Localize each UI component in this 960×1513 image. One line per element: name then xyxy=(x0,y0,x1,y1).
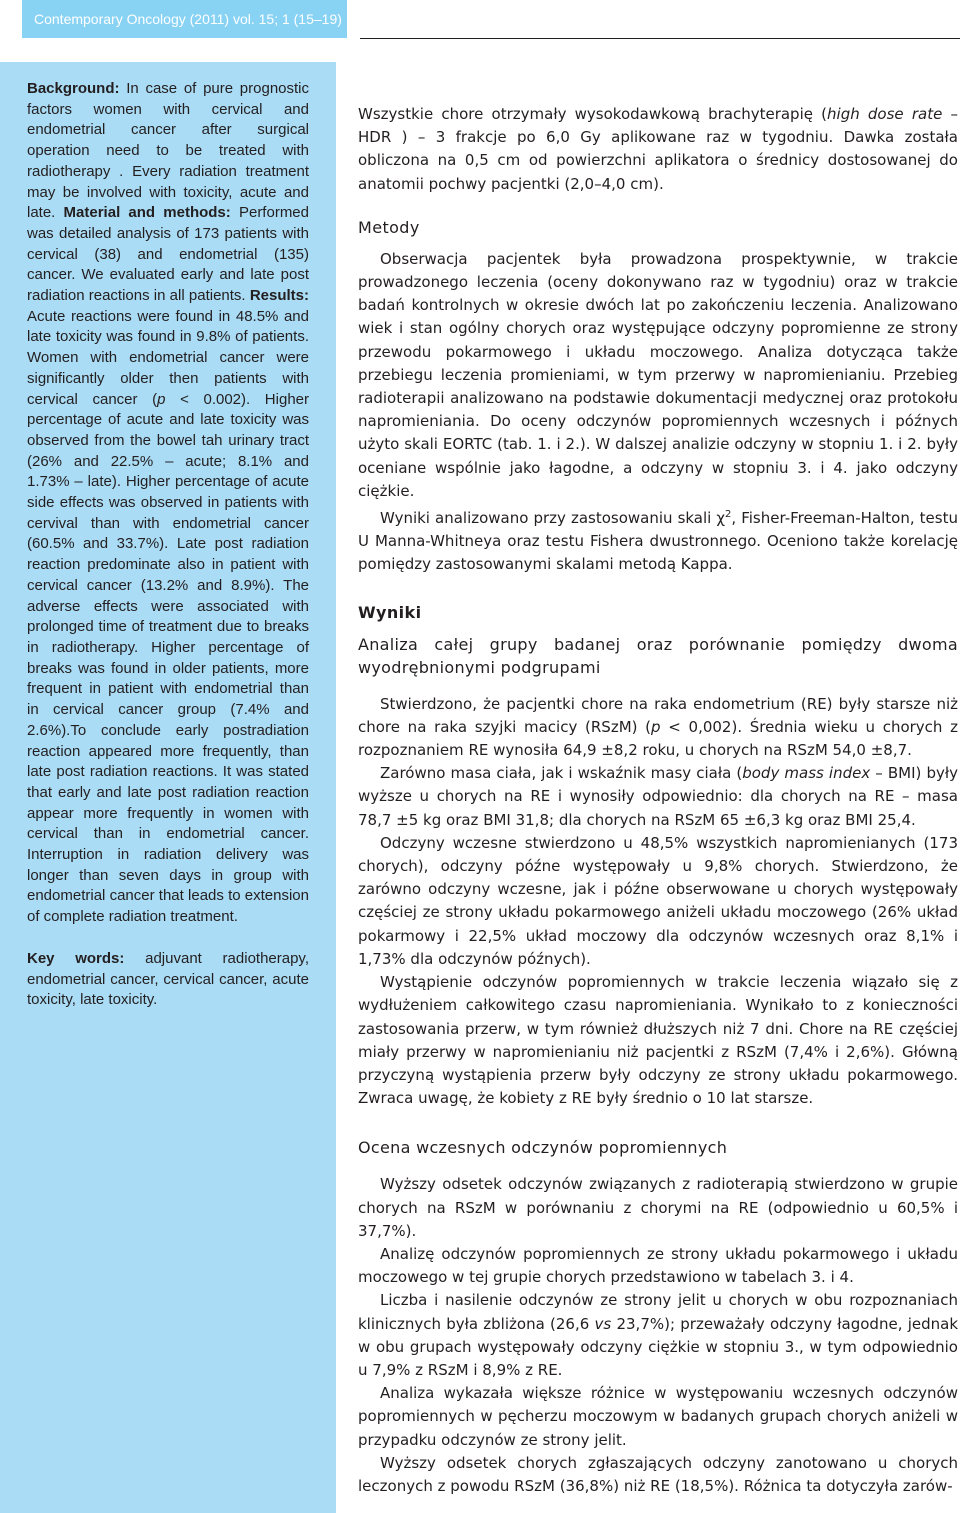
wyniki-paragraph-1 xyxy=(358,693,958,763)
wyniki-p2-text-1: Zarówno masa ciała, jak i wskaźnik masy ciała ( xyxy=(380,764,743,783)
results-p-value-symbol: p xyxy=(157,390,166,408)
wyniki-p-value-symbol: p xyxy=(651,717,661,736)
wyniki-paragraph-4: Wystąpienie odczynów popromiennych w trakcie leczenia wiązało się z wydłużeniem całkowitego czasu napromieniania. Wynikało to z konieczności zastosowania przerw, w tym również dłuższych niż 7 dni. Chore na RE częściej miały przerwy w napromienianiu niż pacjentki z RSzM (7,4% i 2,6%). Główną przyczyną wystąpienia przerw były odczyny ze strony układu pokarmowego. Zwraca uwagę, że kobiety z RE były średnio o 10 lat starsze. xyxy=(358,973,958,1108)
wyniki-p2-text-2: – BMI) były wyższe u chorych na RE i wynosiły odpowiednio: dla chorych na RE – masa 78,7 ±5 kg oraz BMI 31,8; dla chorych na RSzM 65 ±6,3 kg oraz BMI 25,4. xyxy=(358,764,958,829)
header-divider xyxy=(360,38,960,39)
ocena-paragraph-4: Analiza wykazała większe różnice w występowaniu wczesnych odczynów popromiennych w pęcherzu moczowym w badanych grupach chorych aniżeli w przypadku odczynów ze strony jelit. xyxy=(358,1384,958,1449)
wyniki-p1-text-2: < 0,002). Średnia wieku u chorych z rozpoznaniem RE wynosiła 64,9 ±8,2 roku, u chorych na RSzM 54,0 ±8,7. xyxy=(358,717,958,760)
metody-paragraph-2 xyxy=(358,503,958,577)
section-heading-metody: Metody xyxy=(358,217,420,237)
abstract xyxy=(27,79,309,1011)
wyniki-p1-text-1: Stwierdzono, że pacjentki chore na raka endometrium (RE) były starsze niż chore na raka szyjki macicy (RSzM) ( xyxy=(358,694,958,736)
abstract-keywords xyxy=(27,949,309,1011)
subheading-early-reactions: Ocena wczesnych odczynów popromiennych xyxy=(358,1138,728,1158)
ocena-paragraph-2: Analizę odczynów popromiennych ze strony układu pokarmowego i układu moczowego w tej grupie chorych przedstawiono w tabelach 3. i 4. xyxy=(358,1244,958,1287)
ocena-p3-text-2: 23,7%); przeważały odczyny łagodne, jednak w obu grupach występowały odczyny ciężkie w stopniu 3., w tym odpowiednio u 7,9% z RSzM i 8,9% z RE. xyxy=(358,1314,959,1379)
abstract-background xyxy=(27,79,309,928)
methods-label: Material and methods: xyxy=(63,204,231,222)
intro-text-2: – HDR ) – 3 frakcje po 6,0 Gy aplikowane raz w tygodniu. Dawka została obliczona na 0,5 cm od powierzchni aplikatora o średnicy dostosowanej do anatomii pochwy pacjentki (2,0–4,0 cm). xyxy=(358,105,958,193)
ocena-paragraph-3 xyxy=(358,1289,958,1382)
journal-citation: Contemporary Oncology (2011) vol. 15; 1 (15–19) xyxy=(34,11,342,27)
chi-letter: χ xyxy=(716,509,726,528)
subheading-whole-group-analysis: Analiza całej grupy badanej oraz porównanie pomiędzy dwoma wyodrębnionymi podgrupami xyxy=(358,634,958,677)
article-body xyxy=(358,103,958,1498)
journal-header-tab xyxy=(22,0,347,38)
background-text: In case of pure prognostic factors women with cervical and endometrial cancer after surgical operation need to be treated with radiotherapy . Every radiation treatment may be involved with toxicity, acute and late. xyxy=(27,80,309,222)
metody-paragraph-1: Obserwacja pacjentek była prowadzona prospektywnie, w trakcie prowadzonego leczenia (oceny dokonywano raz w tygodniu) oraz w trakcie badań kontrolnych w okresie dwóch lat po zakończeniu leczenia. Analizowano wiek i stan ogólny chorych oraz występujące odczyny popromienne ze strony przewodu pokarmowego i układu moczowego. Analiza dotycząca także przebiegu leczenia promieniami, w tym przerwy w napromienianiu. Przebieg radioterapii analizowano na podstawie dokumentacji medycznej oraz protokołu napromieniania. Do oceny odczynów popromiennych wczesnych i późnych użyto skali EORTC (tab. 1. i 2.). W dalszej analizie odczyny w stopniu 1. i 2. były oceniane wspólnie jako łagodne, a odczyny w stopniu 3. i 4. jako odczyny ciężkie. xyxy=(358,249,958,500)
ocena-paragraph-1: Wyższy odsetek odczynów związanych z radioterapią stwierdzono w grupie chorych na RSzM w porównaniu z chorymi na RE (odpowiednio u 60,5% i 37,7%). xyxy=(358,1175,958,1240)
keywords-text: adjuvant radiotherapy, endometrial cancer, cervical cancer, acute toxicity, late toxicity. xyxy=(27,949,309,1009)
wyniki-paragraph-3: Odczyny wczesne stwierdzono u 48,5% wszystkich napromienianych (173 chorych), odczyny późne występowały u 9,8% chorych. Stwierdzono, że zarówno odczyny wczesne, jak i późne obserwowane u chorych występowały częściej ze strony układu pokarmowego aniżeli układu moczowego (26% układ pokarmowy i 22,5% układ moczowy dla odczynów wczesnych oraz 8,1% i 1,73% dla odczynów późnych). xyxy=(358,833,958,968)
keywords-label: Key words: xyxy=(27,949,125,967)
metody-p2-text-1: Wyniki analizowano przy zastosowaniu skali xyxy=(380,509,717,528)
intro-paragraph xyxy=(358,103,958,196)
intro-text-1: Wszystkie chore otrzymały wysokodawkową brachyterapię ( xyxy=(358,105,828,123)
background-label: Background: xyxy=(27,80,120,97)
section-heading-wyniki: Wyniki xyxy=(358,602,422,622)
results-text-1: Acute reactions were found in 48.5% and late toxicity was found in 9.8% of patients. Women with endometrial cancer were significantly older then patients with cervical cancer ( xyxy=(27,307,309,408)
wyniki-p2-italic: body mass index xyxy=(742,764,871,783)
ocena-p3-vs: vs xyxy=(594,1314,612,1333)
ocena-p3-text-1: Liczba i nasilenie odczynów ze strony jelit u chorych w obu rozpoznaniach klinicznych była zbliżona (26,6 xyxy=(358,1291,958,1333)
methods-text: Performed was detailed analysis of 173 patients with cervical (38) and endometrial (135) cancer. We evaluated early and late post radiation reactions in all patients. xyxy=(27,204,309,305)
chi-superscript: 2 xyxy=(725,509,732,521)
results-text-2: < 0.002). Higher percentage of acute and late toxicity was observed from the bowel tah urinary tract (26% and 22.5% – acute; 8.1% and 1.73% – late). Higher percentage of acute side effects was observed in patients with cervival than with endometrial cancer (60.5% and 33.7%). Late post radiation reaction predominate also in patient with cervical cancer (13.2% and 8.9%). The adverse effects were associated with prolonged time of treatment due to breaks in radiotherapy. Higher percentage of breaks was found in older patients, more frequent in patient with endometrial than in cervical cancer group (7.4% and 2.6%).To conclude early postradiation reaction appeared more frequently, than late post radiation reactions. It was stated that early and late post radiation reaction appear more frequently in women with cervical than in endometrial cancer. Interruption in radiation delivery was longer than seven days in group with endometrial cancer that leads to extension of complete radiation treatment. xyxy=(27,390,309,926)
ocena-paragraph-5: Wyższy odsetek chorych zgłaszających odczyny zanotowano u chorych leczonych z powodu RSzM (36,8%) niż RE (18,5%). Różnica ta dotyczyła zarów- xyxy=(358,1453,958,1495)
chi-square-symbol xyxy=(716,509,731,527)
metody-p2-text-2: , Fisher-Freeman-Halton, testu U Manna-Whitneya oraz testu Fishera dwustronnego. Oceniono także korelację pomiędzy zastosowanymi skalami metodą Kappa. xyxy=(358,509,958,574)
wyniki-paragraph-2 xyxy=(358,762,958,832)
intro-italic: high dose rate xyxy=(827,105,943,123)
results-label: Results: xyxy=(249,287,309,305)
